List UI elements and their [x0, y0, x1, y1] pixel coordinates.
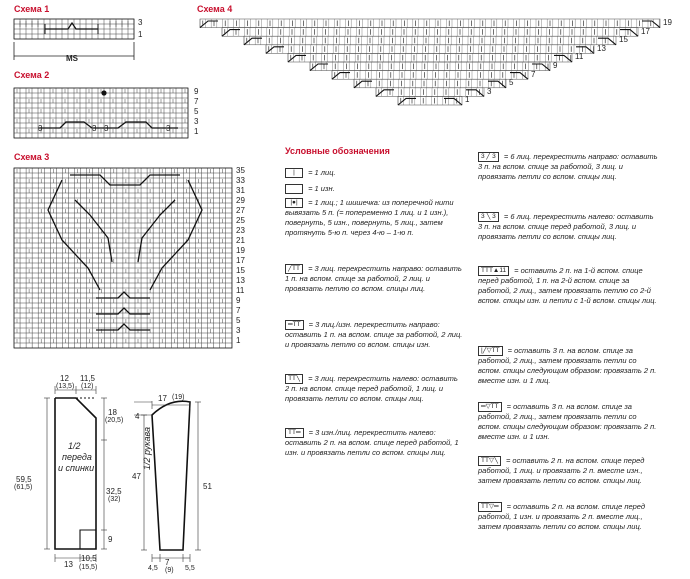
scheme3-row-label: 25 — [236, 216, 245, 225]
sleeve-dim-top-alt: (19) — [172, 394, 185, 401]
legend-text: = оставить 3 п. на вспом. спице за работой, 2 лиц., затем провязать петли со вспом. спицы следующим образом: провязать 2 п. вместе изн. и 1 изн. — [478, 402, 657, 442]
scheme3-row-label: 15 — [236, 266, 245, 275]
legend-item — [478, 212, 658, 242]
sleeve-dim-bottom-mid-alt: (9) — [165, 567, 174, 574]
body-dim-right-mid-alt: (32) — [108, 496, 121, 503]
scheme2-row-label: 7 — [194, 97, 199, 106]
body-dim-bottom-right: 10,5 — [81, 554, 97, 563]
scheme2-cell-num: 3 — [166, 124, 171, 133]
body-label-half: 1/2 — [68, 441, 81, 451]
scheme2-cell-num: 3 — [92, 124, 97, 133]
legend-item — [285, 320, 463, 350]
legend-item — [478, 152, 658, 182]
scheme1-title: Схема 1 — [14, 4, 50, 14]
scheme3-row-label: 21 — [236, 236, 245, 245]
legend-item — [478, 266, 658, 306]
legend-text: = 6 лиц. перекрестить направо: оставить 3 п. на вспом. спице за работой, 3 лиц. и провязать петли со вспом. спицы лиц. — [478, 152, 658, 182]
legend-symbol-icon: |●| — [285, 198, 303, 208]
body-dim-top-left-alt: (13,5) — [56, 383, 75, 390]
legend-symbol-icon: 3 ╱ 3 — [478, 152, 499, 162]
sleeve-dim-bottom-left: 4,5 — [148, 565, 158, 572]
scheme3-row-label: 9 — [236, 296, 241, 305]
scheme3-row-label: 13 — [236, 276, 245, 285]
scheme3-grid — [14, 168, 232, 348]
body-pattern-shape — [44, 386, 107, 562]
scheme4-row-label: 1 — [465, 95, 470, 105]
legend-symbol-icon: ═▽TT — [478, 402, 502, 412]
legend-symbol-icon: ═TT — [285, 320, 304, 330]
scheme2-row-label: 1 — [194, 127, 199, 136]
scheme3-row-label: 17 — [236, 256, 245, 265]
sleeve-dim-right: 51 — [203, 482, 212, 491]
legend-item — [285, 198, 463, 238]
legend-item — [285, 374, 463, 404]
scheme4-row-label: 9 — [553, 61, 558, 70]
sleeve-dim-bottom-mid: 7 — [165, 558, 170, 567]
legend-text: = 1 лиц. — [306, 168, 336, 177]
scheme3-row-label: 29 — [236, 196, 245, 205]
legend-symbol-icon: TT╲ — [285, 374, 303, 384]
legend-symbol-icon — [285, 184, 303, 194]
body-dim-right-mid: 32,5 — [106, 487, 122, 496]
scheme3-row-label: 5 — [236, 316, 241, 325]
scheme4-grid — [200, 19, 660, 105]
legend-text: = оставить 2 п. на вспом. спице перед работой, 1 изн. и провязать 2 п. вместе лиц., затем провязать петли со вспом. спицы лиц. — [478, 502, 646, 532]
legend-text: = оставить 2 п. на 1-й вспом. спице перед работой, 1 п. на 2-й вспом. спице за работой, 2 лиц., затем провязать петлю со 2-й вспом. спицы изн. и петли с 1-й вспом. спицы лиц. — [478, 266, 657, 306]
legend-item — [478, 502, 658, 532]
scheme2-row-label: 3 — [194, 117, 199, 126]
scheme4-row-label: 5 — [509, 78, 514, 88]
body-dim-top-right-alt: (12) — [81, 383, 94, 390]
legend-item — [285, 264, 463, 294]
scheme2-cell-num: 3 — [38, 124, 43, 133]
scheme4-row-label: 3 — [487, 86, 492, 96]
legend-text: = оставить 3 п. на вспом. спице за работой, 2 лиц., затем провязать петли со вспом. спицы следующим образом: провязать 2 п. вместе изн. и 1 лиц. — [478, 346, 657, 386]
legend-symbol-icon: 3 ╲ 3 — [478, 212, 499, 222]
scheme2-cell-num: 3 — [104, 124, 109, 133]
body-dim-top-right: 11,5 — [80, 374, 95, 383]
sleeve-dim-top: 17 — [158, 394, 167, 403]
legend-item — [478, 456, 658, 486]
scheme4-row-label: 11 — [575, 52, 584, 62]
scheme3-row-label: 7 — [236, 306, 241, 315]
legend-item — [478, 346, 658, 386]
scheme1-symbols — [45, 23, 98, 34]
legend-item — [285, 428, 463, 458]
body-dim-left-alt: (61,5) — [14, 484, 33, 491]
scheme3-row-label: 19 — [236, 246, 245, 255]
legend-text: = 3 лиц. перекрестить направо: оставить 1 п. на вспом. спице за работой, 2 лиц. и провязать петлю со вспом. спицы лиц. — [285, 264, 462, 294]
scheme4-symbols — [200, 21, 660, 106]
scheme4-title: Схема 4 — [197, 4, 233, 14]
legend-text: = 3 изн./лиц. перекрестить налево: оставить 2 п. на вспом. спице перед работой, 1 изн. и провязать петли со вспом. спицы лиц. — [285, 428, 459, 458]
scheme1-grid — [14, 19, 134, 39]
scheme4-row-label: 13 — [597, 43, 606, 53]
scheme4-row-label: 7 — [531, 69, 536, 79]
scheme1-row-label: 1 — [138, 30, 143, 39]
scheme4-row-label: 19 — [663, 18, 672, 27]
scheme1-row-label: 3 — [138, 18, 143, 27]
scheme2-row-label: 5 — [194, 107, 199, 116]
body-dim-bottom-right-alt: (15,5) — [79, 564, 98, 571]
sleeve-label: 1/2 рукава — [142, 427, 152, 470]
sleeve-dim-left-top: 4 — [135, 412, 140, 421]
scheme1-ms-label: MS — [66, 54, 78, 63]
legend-text: = 1 лиц.; 1 шишечка: из поперечной нити вывязать 5 п. (= попеременно 1 лиц. и 1 изн.), повернуть, 5 изн., повернуть, 5 лиц., затем протянуть 5-ю п. через 4-ю – 1-ю п. — [285, 198, 454, 238]
scheme3-row-label: 35 — [236, 166, 245, 175]
legend-item — [478, 402, 658, 442]
scheme2-title: Схема 2 — [14, 70, 50, 80]
scheme2-row-label: 9 — [194, 87, 199, 96]
scheme2-symbols — [38, 90, 178, 128]
body-dim-right-top: 18 — [108, 408, 117, 417]
legend-symbol-icon: TTT▲11 — [478, 266, 509, 276]
body-dim-bottom-left: 13 — [64, 560, 73, 569]
legend-symbol-icon: ╱TT — [285, 264, 303, 274]
scheme3-title: Схема 3 — [14, 152, 50, 162]
legend-text: = 3 лиц./изн. перекрестить направо: оставить 1 п. на вспом. спице за работой, 2 лиц. и провязать петлю со вспом. спицы изн. — [285, 320, 463, 350]
scheme3-row-label: 31 — [236, 186, 245, 195]
scheme3-row-label: 3 — [236, 326, 241, 335]
scheme3-row-label: 11 — [236, 286, 245, 295]
scheme4-row-label: 15 — [619, 35, 628, 45]
body-dim-right-top-alt: (20,5) — [105, 417, 124, 424]
body-label-front: переда — [62, 452, 92, 462]
legend-symbol-icon: |╱▽TT — [478, 346, 503, 356]
scheme3-row-label: 23 — [236, 226, 245, 235]
scheme3-row-label: 1 — [236, 336, 241, 345]
body-dim-top-left: 12 — [60, 374, 69, 383]
legend-item — [285, 184, 463, 194]
body-dim-left: 59,5 — [16, 475, 32, 484]
legend-text: = оставить 2 п. на вспом. спице перед работой, 1 лиц. и провязать 2 п. вместе изн., затем провязать петли со вспом. спицы лиц. — [478, 456, 645, 486]
scheme3-row-label: 33 — [236, 176, 245, 185]
sleeve-dim-bottom-right: 5,5 — [185, 565, 195, 572]
legend-symbol-icon: TT▽═ — [478, 502, 502, 512]
legend-symbol-icon: TT═ — [285, 428, 304, 438]
sleeve-pattern-shape — [134, 401, 201, 562]
legend-title: Условные обозначения — [285, 146, 390, 156]
scheme3-row-label: 27 — [236, 206, 245, 215]
legend-symbol-icon: | — [285, 168, 303, 178]
sleeve-dim-left: 47 — [132, 472, 141, 481]
body-label-back: и спинки — [58, 463, 95, 473]
legend-text: = 3 лиц. перекрестить налево: оставить 2 п. на вспом. спице перед работой, 1 лиц. и провязать петли со вспом. спицы лиц. — [285, 374, 458, 404]
body-dim-right-bot: 9 — [108, 535, 113, 544]
legend-item — [285, 168, 463, 178]
legend-text: = 6 лиц. перекрестить налево: оставить 3 п. на вспом. спице перед работой, 3 лиц. и провязать петли со вспом. спицы лиц. — [478, 212, 654, 242]
legend-symbol-icon: TT▽╲ — [478, 456, 501, 466]
legend-text: = 1 изн. — [306, 184, 335, 193]
scheme4-row-label: 17 — [641, 26, 650, 36]
